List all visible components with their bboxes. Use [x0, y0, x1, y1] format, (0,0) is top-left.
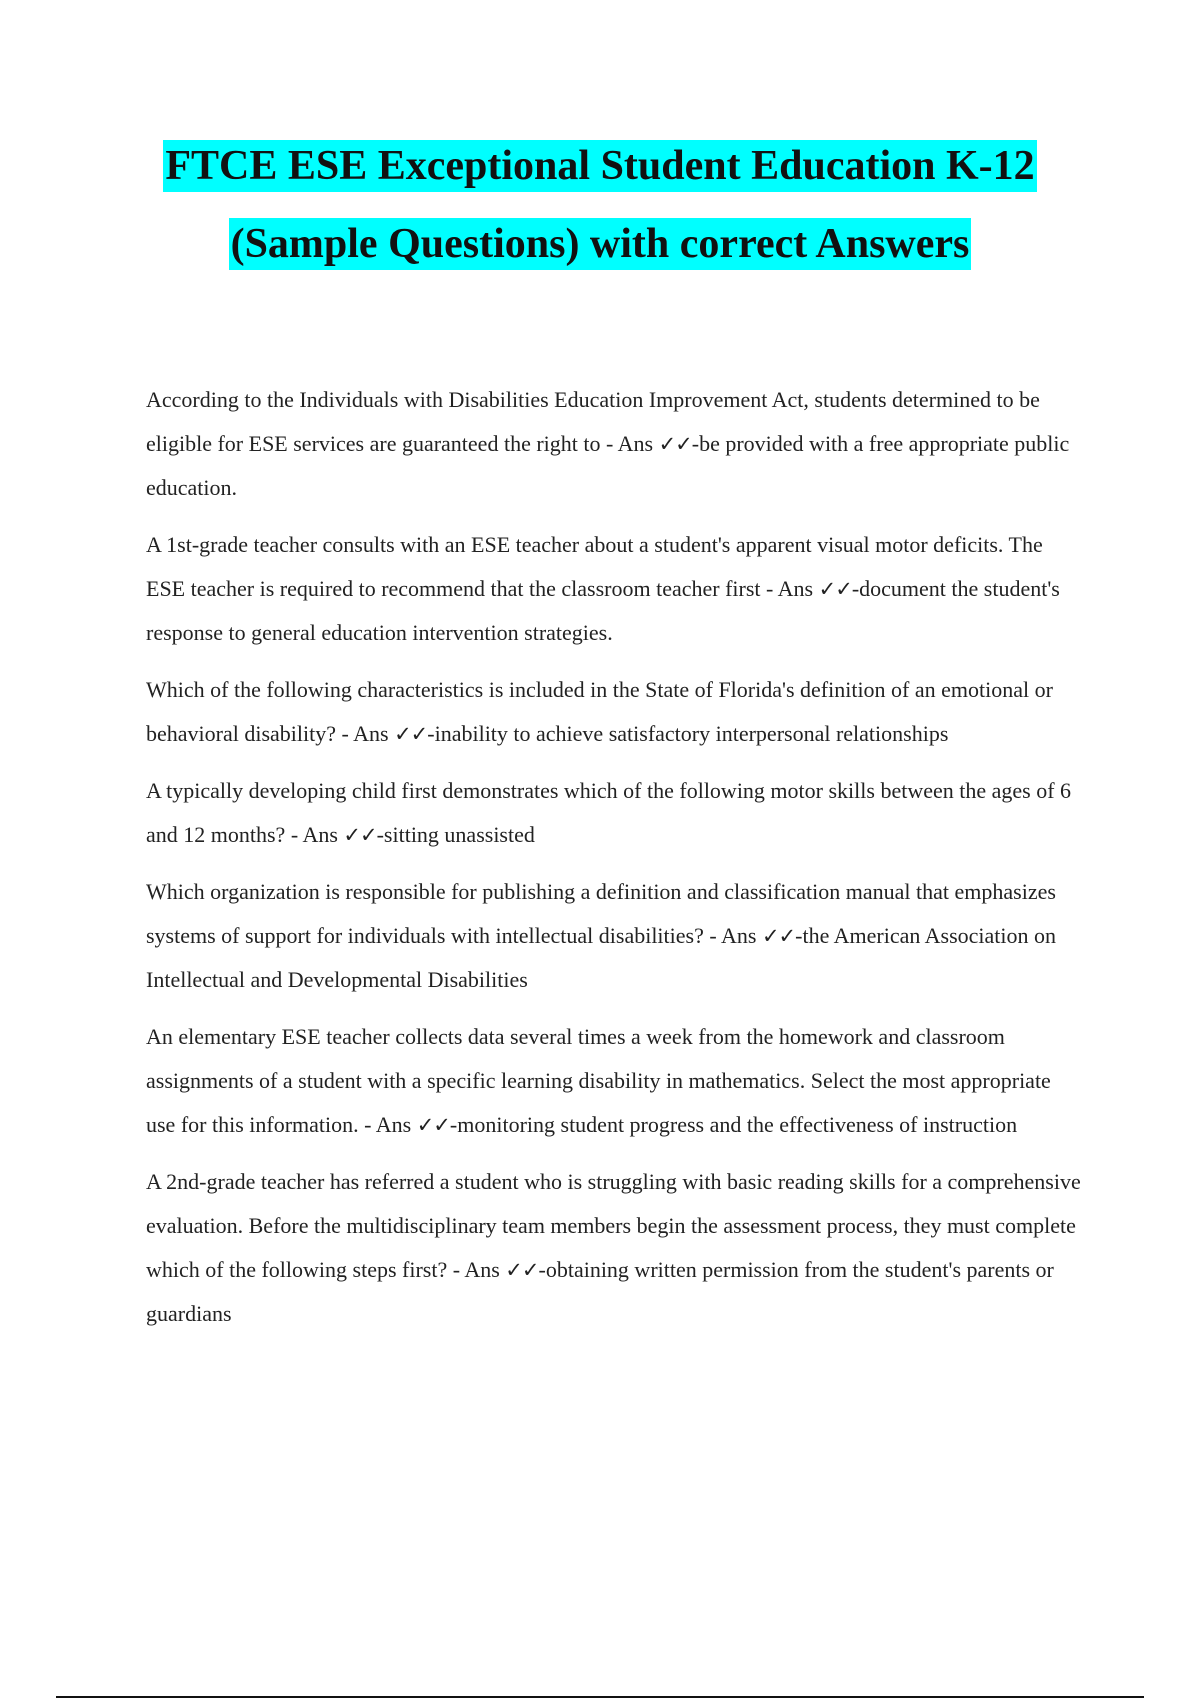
answer-text: -document the student's response to general education intervention strategies.	[146, 576, 1060, 645]
question-text: Which of the following characteristics is included in the State of Florida's definition of an emotional or behavioral disability?	[146, 677, 1053, 746]
qa-item	[146, 1015, 1081, 1147]
title-line-1: FTCE ESE Exceptional Student Education K-12	[163, 140, 1036, 192]
double-check-mark-icon: ✓✓	[658, 432, 692, 456]
answer-marker: - Ans	[452, 1257, 500, 1282]
answer-text: -the American Association on Intellectual and Developmental Disabilities	[146, 923, 1057, 992]
double-check-mark-icon: ✓✓	[416, 1113, 450, 1137]
answer-marker: - Ans	[766, 576, 814, 601]
answer-text: -sitting unassisted	[376, 822, 535, 847]
qa-item	[146, 870, 1081, 1002]
answer-text: -monitoring student progress and the effectiveness of instruction	[449, 1112, 1018, 1137]
qa-item	[146, 1160, 1081, 1336]
qa-list	[146, 378, 1081, 1349]
answer-text: -inability to achieve satisfactory interpersonal relationships	[427, 721, 949, 746]
answer-text: -obtaining written permission from the student's parents or guardians	[146, 1257, 1054, 1326]
question-text: An elementary ESE teacher collects data several times a week from the homework and classroom assignments of a student with a specific learning disability in mathematics. Select the most appropriate use for this information.	[146, 1024, 1051, 1137]
double-check-mark-icon: ✓✓	[505, 1258, 539, 1282]
answer-text: -be provided with a free appropriate public education.	[146, 431, 1070, 500]
question-text: A 2nd-grade teacher has referred a student who is struggling with basic reading skills for a comprehensive evaluation. Before the multidisciplinary team members begin the assessment process, they must complete which of the following steps first?	[146, 1169, 1081, 1282]
answer-marker: - Ans	[606, 431, 654, 456]
title-line-2: (Sample Questions) with correct Answers	[229, 218, 972, 270]
double-check-mark-icon: ✓✓	[343, 823, 377, 847]
question-text: A typically developing child first demonstrates which of the following motor skills between the ages of 6 and 12 months?	[146, 778, 1072, 847]
answer-marker: - Ans	[709, 923, 757, 948]
qa-item	[146, 378, 1081, 510]
question-text: According to the Individuals with Disabilities Education Improvement Act, students determined to be eligible for ESE services are guaranteed the right to	[146, 387, 1040, 456]
double-check-mark-icon: ✓✓	[818, 577, 852, 601]
double-check-mark-icon: ✓✓	[761, 924, 796, 948]
answer-marker: - Ans	[290, 822, 338, 847]
document-title	[0, 140, 1200, 270]
qa-item	[146, 523, 1081, 655]
question-text: A 1st-grade teacher consults with an ESE teacher about a student's apparent visual motor deficits. The ESE teacher is required to recommend that the classroom teacher first	[146, 532, 1043, 601]
answer-marker: - Ans	[364, 1112, 412, 1137]
qa-item	[146, 769, 1081, 857]
question-text: Which organization is responsible for publishing a definition and classification manual that emphasizes systems of support for individuals with intellectual disabilities?	[146, 879, 1056, 948]
double-check-mark-icon: ✓✓	[394, 722, 428, 746]
answer-marker: - Ans	[341, 721, 389, 746]
footer-divider	[56, 1696, 1144, 1698]
qa-item	[146, 668, 1081, 756]
